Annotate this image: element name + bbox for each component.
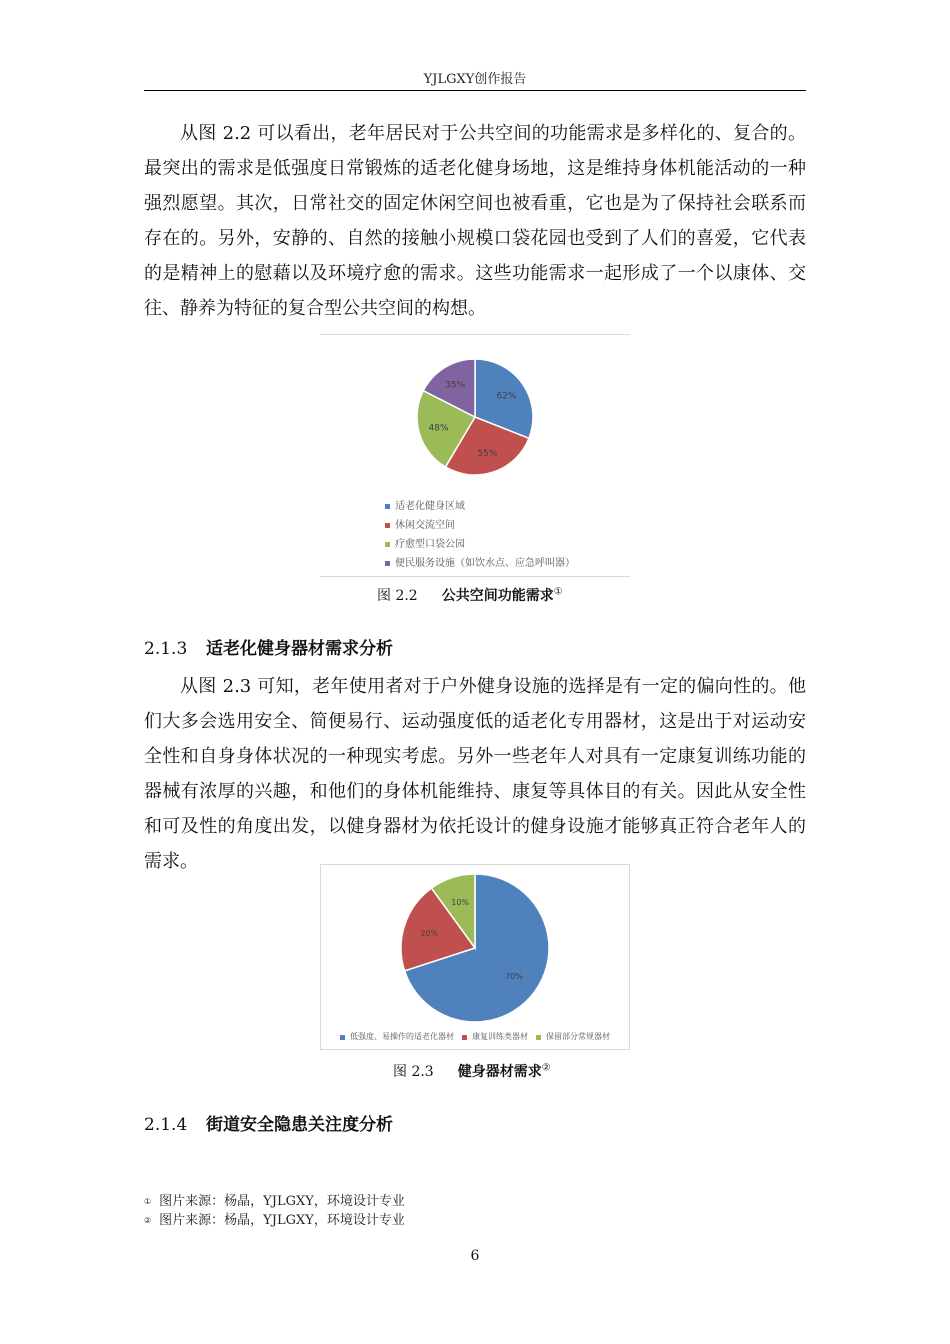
pie-data-label: 48% [428,423,449,434]
pie-chart-fitness-equipment-legend [330,1031,620,1042]
legend-swatch [340,1035,345,1040]
footnote-mark: ② [144,1216,152,1225]
pie-data-label: 35% [445,380,466,391]
section-number: 2.1.3 [144,639,188,659]
paragraph-figure-2-2-discussion: 从图 2.2 可以看出，老年居民对于公共空间的功能需求是多样化的、复合的。最突出的需求是低强度日常锻炼的适老化健身场地，这是维持身体机能活动的一种强烈愿望。其次，日常社交的固定休闲空间也被看重，它也是为了保持社会联系而存在的。另外，安静的、自然的接触小规模口袋花园也受到了人们的喜爱，它代表的是精神上的慰藉以及环境疗愈的需求。这些功能需求一起形成了一个以康体、交往、静养为特征的复合型公共空间的构想。 [144,123,806,319]
legend-item [462,1031,528,1042]
legend-item [385,497,575,516]
legend-label: 适老化健身区域 [395,501,465,512]
pie-data-label: 10% [451,898,470,908]
legend-swatch [462,1035,467,1040]
pie-data-label: 70% [504,971,523,981]
figure-2-2-footnote-mark: ① [553,586,563,598]
legend-swatch [385,523,390,528]
footnote [144,1211,405,1230]
legend-swatch [385,504,390,509]
legend-swatch [385,542,390,547]
legend-label: 疗愈型口袋公园 [395,539,465,550]
footnote-mark: ① [144,1197,152,1206]
footnote-text: 图片来源：杨晶，YJLGXY，环境设计专业 [159,1213,405,1228]
legend-swatch [536,1035,541,1040]
section-heading-2-1-4 [144,1110,393,1135]
footnotes [144,1192,405,1230]
legend-label: 康复训练类器材 [472,1032,528,1041]
legend-swatch [385,561,390,566]
figure-2-2-number: 图 2.2 [377,588,418,604]
figure-2-3-number: 图 2.3 [393,1064,434,1080]
legend-label: 便民服务设施（如饮水点、应急呼叫器） [395,558,575,569]
figure-2-2-caption [377,585,563,605]
figure-2-2-title: 公共空间功能需求 [441,588,554,604]
paragraph-figure-2-3-discussion: 从图 2.3 可知，老年使用者对于户外健身设施的选择是有一定的偏向性的。他们大多会选用安全、简便易行、运动强度低的适老化专用器材，这是出于对运动安全性和自身身体状况的一种现实考虑。另外一些老年人对具有一定康复训练功能的器械有浓厚的兴趣，和他们的身体机能维持、康复等具体目的有关。因此从安全性和可及性的角度出发，以健身器材为依托设计的健身设施才能够真正符合老年人的需求。 [144,676,806,872]
legend-item [340,1031,454,1042]
page-number: 6 [470,1248,480,1264]
legend-item [385,554,575,573]
pie-data-label: 55% [477,448,498,459]
legend-label: 低强度、易操作的适老化器材 [350,1032,454,1041]
running-header: YJLGXY创作报告 [423,72,527,87]
section-title: 街道安全隐患关注度分析 [206,1115,393,1135]
section-number: 2.1.4 [144,1115,188,1135]
pie-chart-public-space-legend [385,497,575,573]
legend-label: 保留部分常规器材 [546,1032,610,1041]
footnote-text: 图片来源：杨晶，YJLGXY，环境设计专业 [159,1194,405,1209]
figure-2-3-title: 健身器材需求 [457,1064,542,1080]
figure-2-3-footnote-mark: ② [541,1062,551,1074]
pie-chart-public-space-needs [400,345,550,485]
section-heading-2-1-3 [144,634,393,659]
figure-2-2-bottom-border [320,576,630,577]
legend-label: 休闲交流空间 [395,520,455,531]
figure-2-3-caption [393,1061,551,1081]
legend-item [385,516,575,535]
figure-2-2-top-border [320,334,630,335]
section-title: 适老化健身器材需求分析 [206,639,393,659]
legend-item [536,1031,610,1042]
footnote [144,1192,405,1211]
pie-data-label: 62% [496,391,517,402]
legend-item [385,535,575,554]
pie-chart-fitness-equipment-needs [395,868,555,1028]
pie-data-label: 20% [420,928,439,938]
header-rule [144,90,806,91]
